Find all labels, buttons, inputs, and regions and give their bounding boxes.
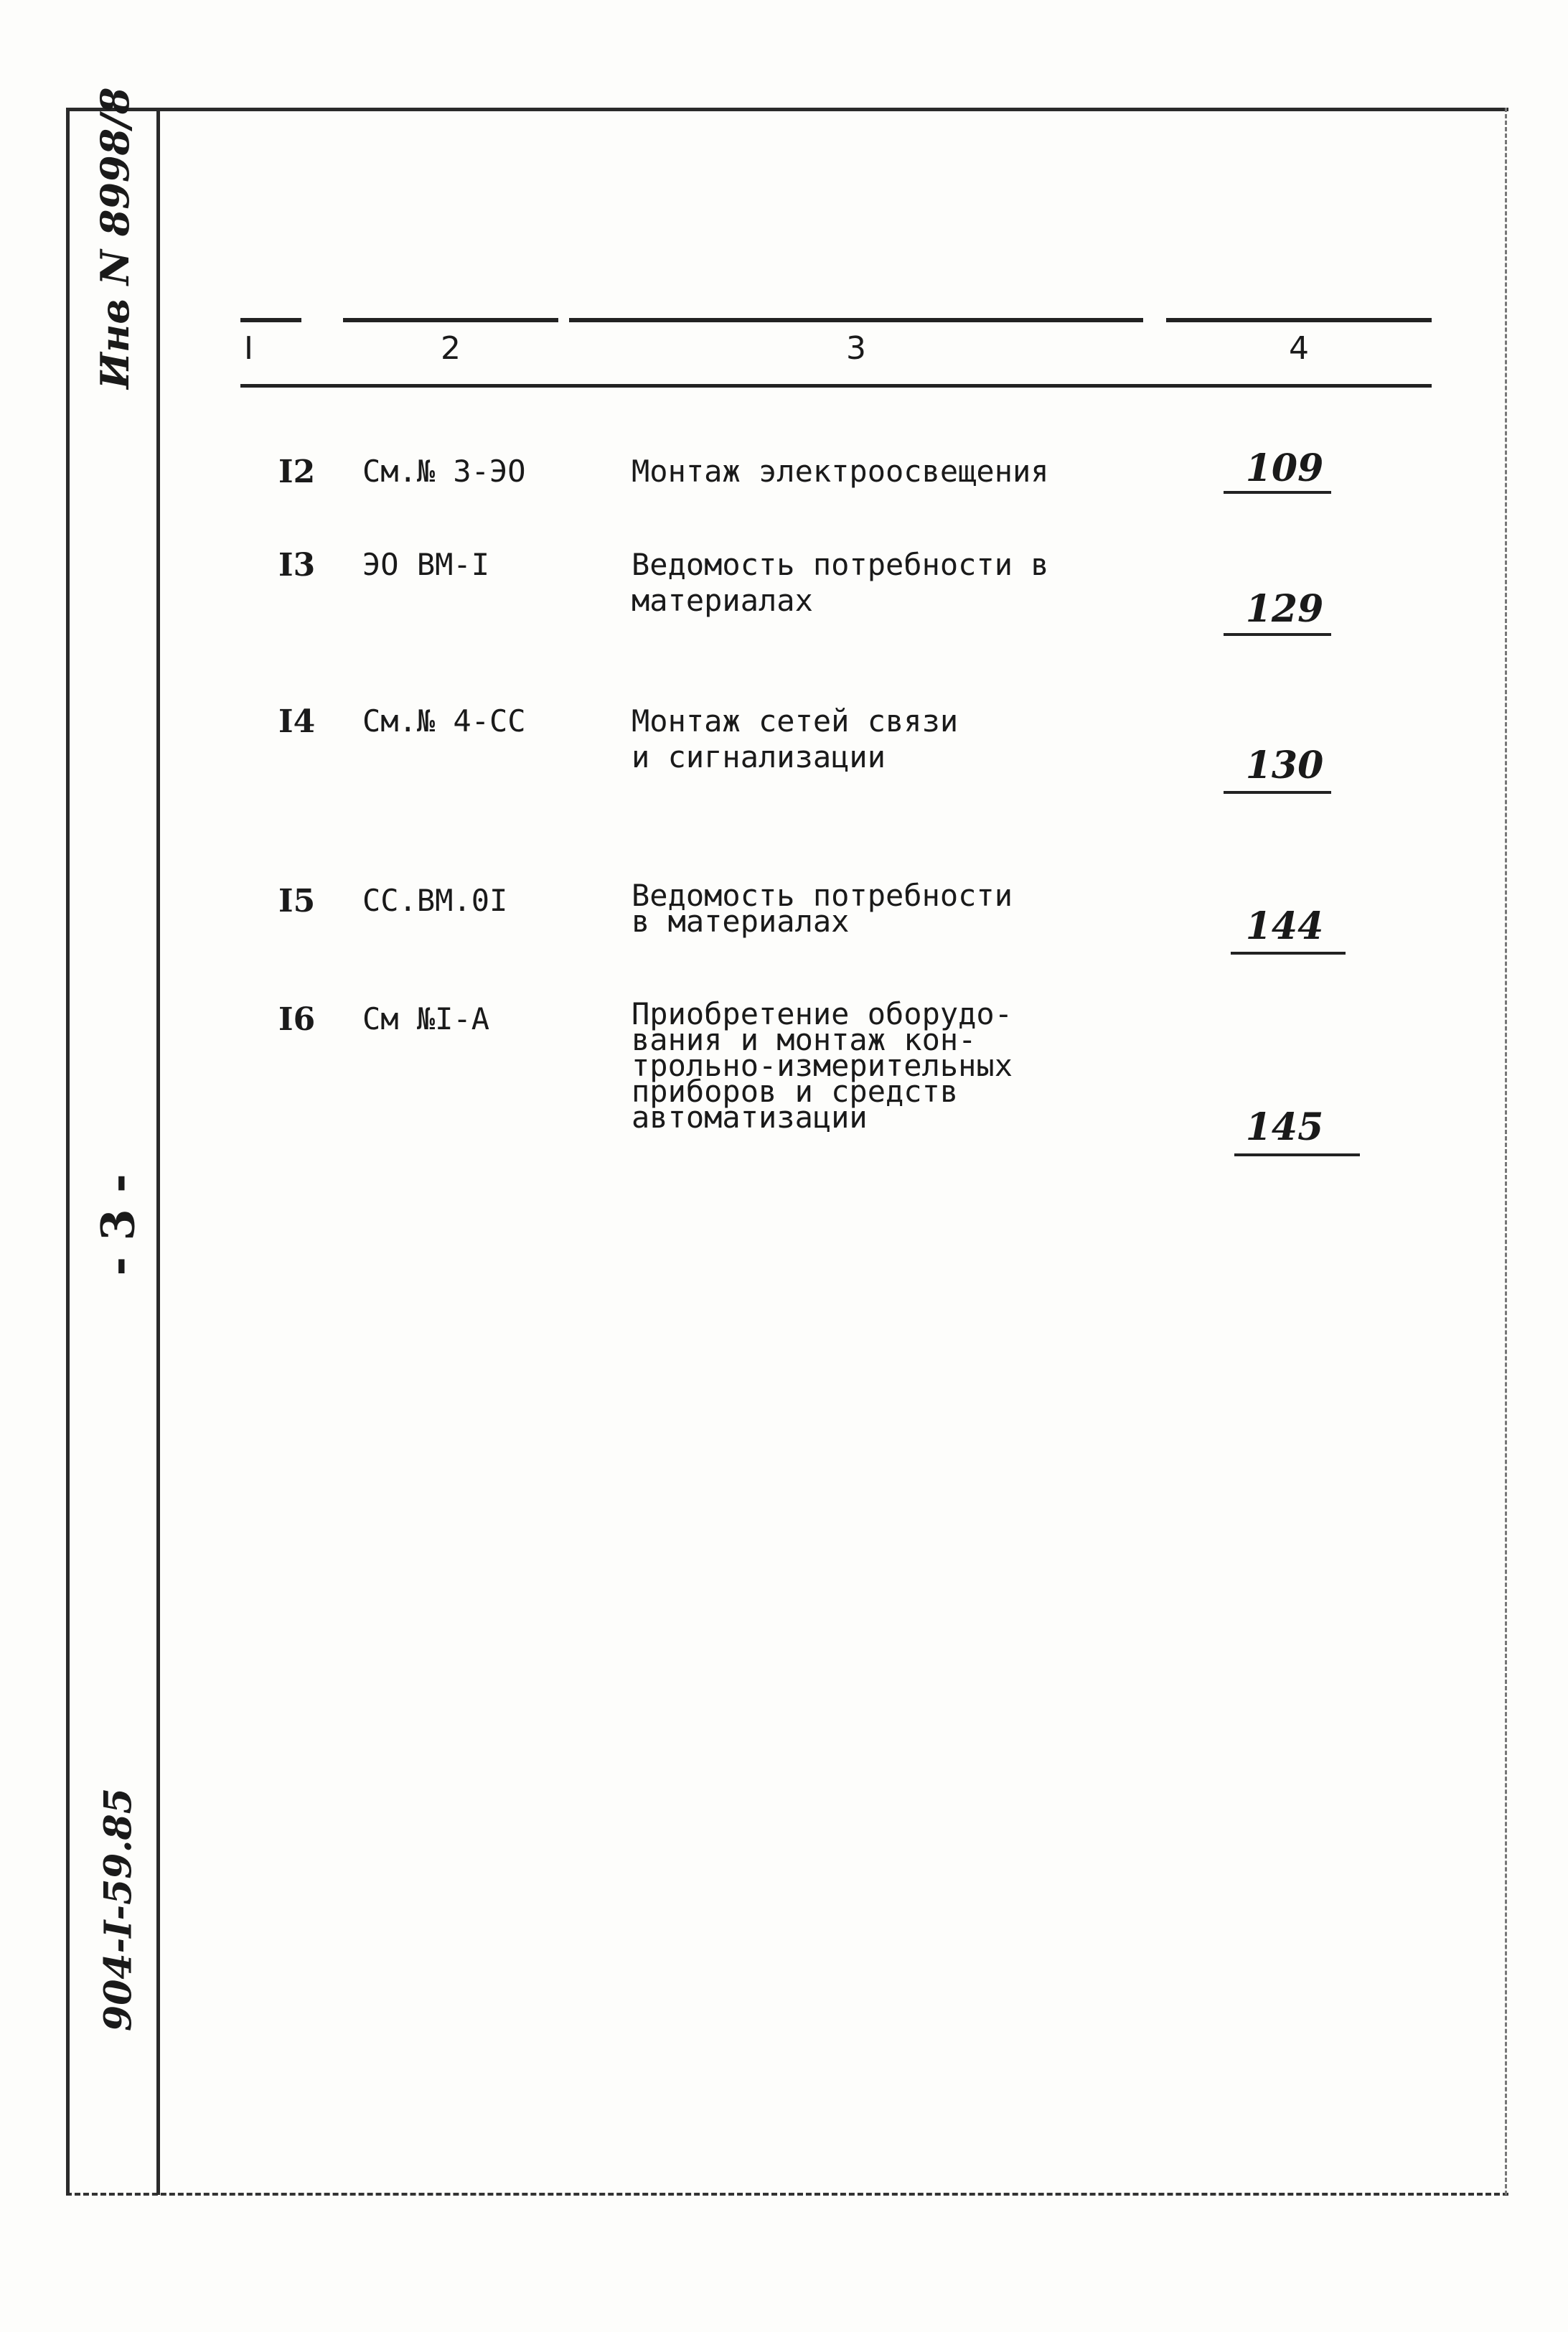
margin-divider xyxy=(156,108,160,2195)
header-rule-3 xyxy=(569,318,1143,322)
row-page: 130 xyxy=(1245,744,1324,787)
page-marker: - 3 - xyxy=(91,1174,146,1276)
row-number: I5 xyxy=(278,883,316,919)
row-number: I2 xyxy=(278,454,316,490)
document-code: 904-I-59.85 xyxy=(96,1788,141,2031)
page-underline xyxy=(1234,1153,1360,1156)
row-page: 129 xyxy=(1245,587,1324,631)
page-underline xyxy=(1231,952,1346,955)
header-underline xyxy=(240,384,1432,388)
column-header-3: 3 xyxy=(846,330,866,367)
row-code: См.№ 3-ЭО xyxy=(362,454,526,489)
row-name: Монтаж сетей связи и сигнализации xyxy=(632,703,959,774)
frame-bottom-border xyxy=(66,2193,1508,2196)
page-underline xyxy=(1224,791,1331,794)
row-name: Приобретение оборудо- вания и монтаж кон- трольно-измерительных приборов и средств автоматизации xyxy=(632,996,1013,1135)
row-number: I6 xyxy=(278,1001,316,1038)
frame-left-border xyxy=(66,108,70,2195)
row-number: I3 xyxy=(278,547,316,584)
frame-top-border xyxy=(66,108,1508,111)
column-header-4: 4 xyxy=(1289,330,1309,367)
row-name: Ведомость потребности в материалах xyxy=(632,547,1049,618)
frame-right-border xyxy=(1505,108,1507,2195)
page-underline xyxy=(1224,633,1331,636)
row-page: 145 xyxy=(1245,1105,1324,1149)
column-header-2: 2 xyxy=(441,330,461,367)
row-name: Монтаж электроосвещения xyxy=(632,454,1049,489)
row-name: Ведомость потребности в материалах xyxy=(632,878,1013,939)
header-rule-1 xyxy=(240,318,301,322)
column-header-1: I xyxy=(244,330,253,367)
inventory-stamp: Инв N 8998/8 xyxy=(92,87,138,389)
header-rule-2 xyxy=(343,318,558,322)
page-underline xyxy=(1224,491,1331,494)
header-rule-4 xyxy=(1166,318,1432,322)
row-page: 144 xyxy=(1245,904,1324,948)
row-code: См №I-А xyxy=(362,1001,490,1036)
row-number: I4 xyxy=(278,703,316,740)
row-page: 109 xyxy=(1245,446,1324,490)
row-code: См.№ 4-СС xyxy=(362,703,526,739)
row-code: ЭО ВМ-I xyxy=(362,547,490,582)
row-code: СС.ВМ.0I xyxy=(362,883,508,918)
